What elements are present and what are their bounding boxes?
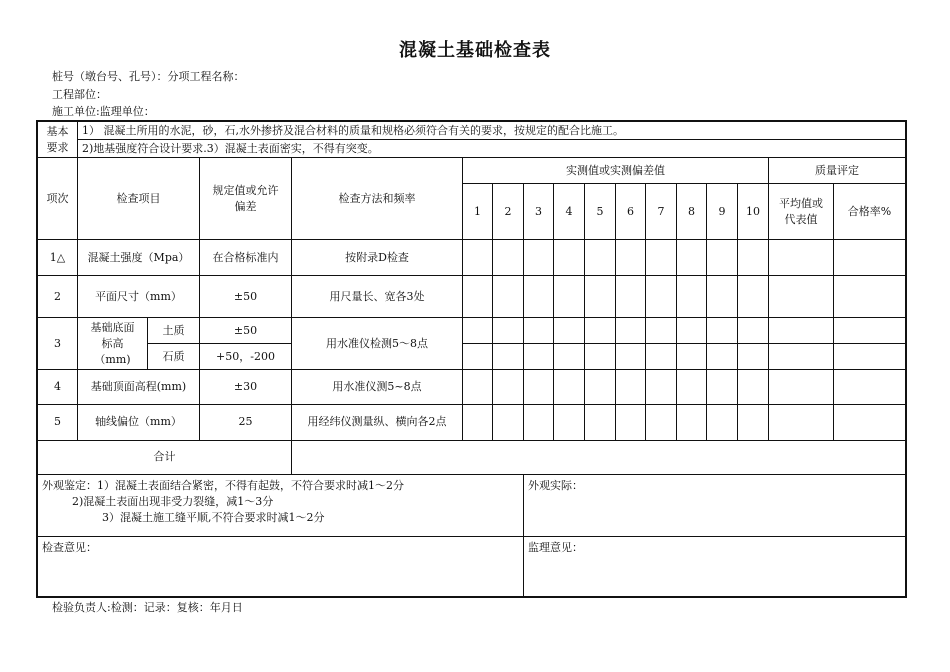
col-header-method: 检查方法和频率 [292,158,463,240]
measure-cell[interactable] [554,404,585,440]
measure-cell[interactable] [493,344,524,370]
measure-cell[interactable] [585,370,616,404]
col-header-quality-group: 质量评定 [769,158,906,184]
measure-cell[interactable] [646,318,677,344]
row-tolerance: ±30 [200,370,292,404]
pass-rate-cell[interactable] [834,318,906,344]
average-cell[interactable] [769,276,834,318]
col-header-measure-8: 8 [677,184,707,240]
col-header-average [769,184,834,240]
measure-cell[interactable] [493,318,524,344]
measure-cell[interactable] [738,318,769,344]
row-item: 轴线偏位（mm） [78,404,200,440]
col-header-tolerance-line1: 规定值或允许 [212,183,279,197]
measure-cell[interactable] [524,344,554,370]
measure-cell[interactable] [646,240,677,276]
col-header-average-line1: 平均值或 [779,196,823,210]
inspection-opinion[interactable]: 检查意见： [38,536,524,596]
pass-rate-cell[interactable] [834,370,906,404]
appearance-actual[interactable]: 外观实际： [524,474,906,536]
col-header-tolerance-line2: 偏差 [234,199,257,213]
measure-cell[interactable] [463,240,493,276]
measure-cell[interactable] [585,240,616,276]
col-header-item-no: 项次 [38,158,78,240]
measure-cell[interactable] [585,318,616,344]
measure-cell[interactable] [707,404,738,440]
col-header-measure-7: 7 [646,184,677,240]
pass-rate-cell[interactable] [834,240,906,276]
row-item-line1: 基础底面 [90,320,135,334]
measure-cell[interactable] [707,370,738,404]
col-header-check-item: 检查项目 [78,158,200,240]
average-cell[interactable] [769,344,834,370]
measure-cell[interactable] [677,370,707,404]
measure-cell[interactable] [738,404,769,440]
supervision-opinion[interactable]: 监理意见： [524,536,906,596]
measure-cell[interactable] [585,404,616,440]
average-cell[interactable] [769,240,834,276]
col-header-measure-3: 3 [524,184,554,240]
measure-cell[interactable] [707,276,738,318]
measure-cell[interactable] [554,370,585,404]
measure-cell[interactable] [738,344,769,370]
appearance-rule-2: 2)混凝土表面出现非受力裂缝，减1～3分 [72,494,274,508]
measure-cell[interactable] [493,276,524,318]
page-title: 混凝土基础检查表 [399,40,551,61]
pass-rate-cell[interactable] [834,344,906,370]
row-no: 5 [38,404,78,440]
measure-cell[interactable] [524,318,554,344]
col-header-measure-6: 6 [616,184,646,240]
measure-cell[interactable] [646,344,677,370]
measure-cell[interactable] [677,276,707,318]
header-pile-number: 桩号（墩台号、孔号）：分项工程名称： [52,70,245,83]
col-header-measure-9: 9 [707,184,738,240]
measure-cell[interactable] [585,344,616,370]
row-item: 基础顶面高程(mm) [78,370,200,404]
row-method: 按附录D检查 [292,240,463,276]
measure-cell[interactable] [646,370,677,404]
measure-cell[interactable] [524,240,554,276]
pass-rate-cell[interactable] [834,404,906,440]
appearance-rules [38,474,524,536]
measure-cell[interactable] [524,370,554,404]
col-header-measured-group: 实测值或实测偏差值 [463,158,769,184]
basic-requirement-line-2: 2)地基强度符合设计要求.3）混凝土表面密实，不得有突变。 [78,140,906,158]
col-header-measure-10: 10 [738,184,769,240]
header-construction-unit: 施工单位:监理单位： [52,105,155,118]
basic-requirements-label [38,122,78,158]
appearance-rule-1: 外观鉴定：1）混凝土表面结合紧密，不得有起鼓，不符合要求时减1～2分 [42,478,404,492]
measure-cell[interactable] [524,276,554,318]
header-project-location: 工程部位： [52,88,107,101]
measure-cell[interactable] [707,240,738,276]
measure-cell[interactable] [554,276,585,318]
measure-cell[interactable] [463,370,493,404]
col-header-measure-1: 1 [463,184,493,240]
measure-cell[interactable] [738,370,769,404]
measure-cell[interactable] [493,240,524,276]
footer-signatures: 检验负责人:检测：记录：复核：年月日 [52,601,243,614]
measure-cell[interactable] [554,240,585,276]
measure-cell[interactable] [524,404,554,440]
measure-cell[interactable] [738,240,769,276]
measure-cell[interactable] [616,404,646,440]
table-row [38,276,906,318]
measure-cell[interactable] [738,276,769,318]
row-sub-label: 土质 [148,318,200,344]
opinion-row [38,536,906,596]
row-method: 用经纬仪测量纵、横向各2点 [292,404,463,440]
basic-requirement-line-1: 1） 混凝土所用的水泥，砂，石,水外掺挤及混合材料的质量和规格必须符合有关的要求，按规定的配合比施工。 [78,122,906,140]
row-tolerance: +50，-200 [200,344,292,370]
table-row [38,344,906,370]
row-method: 用尺量长、宽各3处 [292,276,463,318]
col-header-pass-rate: 合格率% [834,184,906,240]
row-item-line2: 标高 [101,336,124,350]
measure-cell[interactable] [493,404,524,440]
measure-cell[interactable] [677,404,707,440]
col-header-tolerance [200,158,292,240]
measure-cell[interactable] [554,318,585,344]
row-item [78,318,148,370]
table-row [38,404,906,440]
measure-cell[interactable] [463,276,493,318]
measure-cell[interactable] [463,404,493,440]
row-item-line3: （mm) [94,352,131,366]
basic-requirements-label-line1: 基本 [46,124,69,138]
inspection-table [37,121,906,597]
measure-cell[interactable] [616,344,646,370]
row-tolerance: ±50 [200,318,292,344]
row-tolerance: 25 [200,404,292,440]
row-item: 混凝土强度（Mpa） [78,240,200,276]
table-row [38,318,906,344]
average-cell[interactable] [769,318,834,344]
row-item: 平面尺寸（mm） [78,276,200,318]
table-row [38,370,906,404]
measure-cell[interactable] [677,344,707,370]
total-row [38,440,906,474]
row-no: 1△ [38,240,78,276]
appearance-row [38,474,906,536]
measure-cell[interactable] [677,318,707,344]
appearance-rule-3: 3）混凝土施工缝平顺,不符合要求时减1～2分 [102,510,325,524]
col-header-measure-5: 5 [585,184,616,240]
measure-cell[interactable] [493,370,524,404]
table-row [38,240,906,276]
measure-cell[interactable] [707,344,738,370]
row-no: 3 [38,318,78,370]
row-method: 用水准仪测5~8点 [292,370,463,404]
total-value-cell[interactable] [292,440,906,474]
col-header-average-line2: 代表值 [784,212,818,226]
measure-cell[interactable] [554,344,585,370]
row-tolerance: ±50 [200,276,292,318]
average-cell[interactable] [769,404,834,440]
measure-cell[interactable] [707,318,738,344]
row-tolerance: 在合格标准内 [200,240,292,276]
measure-cell[interactable] [677,240,707,276]
measure-cell[interactable] [463,318,493,344]
row-sub-label: 石质 [148,344,200,370]
measure-cell[interactable] [585,276,616,318]
measure-cell[interactable] [616,318,646,344]
measure-cell[interactable] [616,240,646,276]
basic-requirements-label-line2: 要求 [46,140,69,154]
measure-cell[interactable] [646,276,677,318]
measure-cell[interactable] [616,370,646,404]
average-cell[interactable] [769,370,834,404]
row-no: 4 [38,370,78,404]
measure-cell[interactable] [646,404,677,440]
measure-cell[interactable] [616,276,646,318]
col-header-measure-4: 4 [554,184,585,240]
pass-rate-cell[interactable] [834,276,906,318]
row-method: 用水准仪检测5～8点 [292,318,463,370]
total-label: 合计 [38,440,292,474]
measure-cell[interactable] [463,344,493,370]
col-header-measure-2: 2 [493,184,524,240]
row-no: 2 [38,276,78,318]
